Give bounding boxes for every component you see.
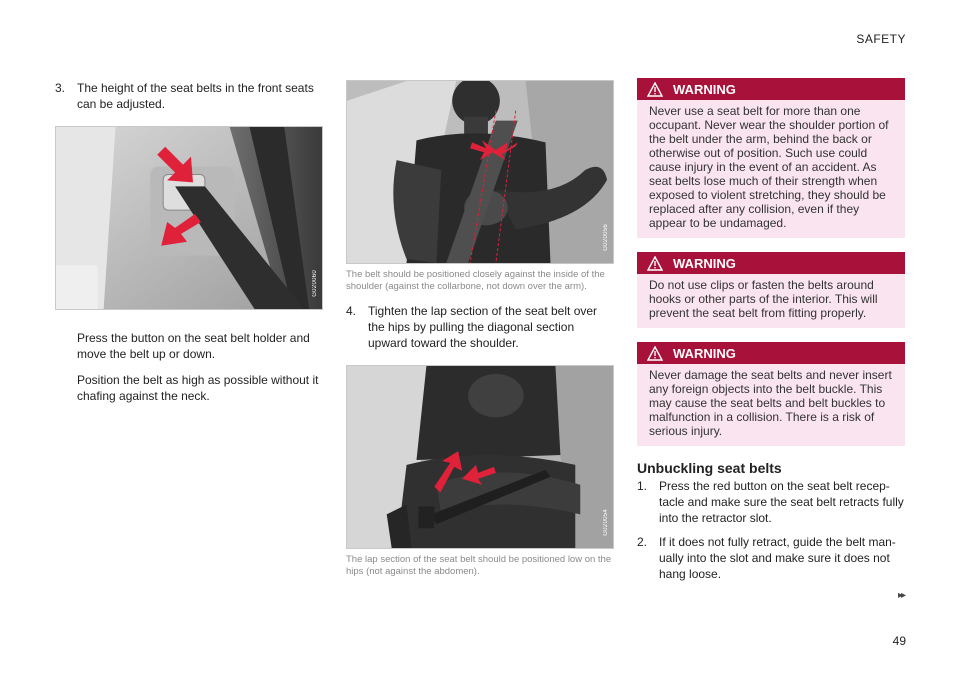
- instruction-paragraph: Position the belt as high as possible without it chafing against the neck.: [77, 373, 319, 403]
- step-number: 1.: [637, 479, 648, 493]
- step-text: If it does not fully retract, guide the belt man-ually into the slot and make sure it does not hang loose.: [659, 535, 896, 581]
- instruction-paragraph: Press the button on the seat belt holder and move the belt up or down.: [77, 331, 310, 361]
- page-number: 49: [892, 634, 906, 648]
- warning-header: [637, 78, 905, 100]
- figure-caption: The belt should be positioned closely against the inside of the shoulder (against the collarbone, not down over the arm).: [346, 269, 605, 292]
- column-left: [55, 80, 323, 404]
- section-header: SAFETY: [856, 32, 906, 46]
- warning-text: Do not use clips or fasten the belts around hooks or other parts of the interior. This will prevent the seat belt from fitting properly.: [649, 278, 878, 320]
- warning-text: Never damage the seat belts and never insert any foreign objects into the belt buckle. This may cause the seat belts and belt buckles to malfunction in a collision. There is a risk of serious injury.: [649, 368, 892, 438]
- warning-title: WARNING: [673, 345, 736, 361]
- column-right: [637, 78, 905, 582]
- warning-triangle-icon: [647, 346, 663, 361]
- step-text: Tighten the lap section of the seat belt over the hips by pulling the diagonal section upward toward the shoulder.: [368, 304, 598, 350]
- section-title: Unbuckling seat belts: [637, 460, 782, 476]
- step-number: 3.: [55, 81, 66, 95]
- column-middle: [346, 80, 614, 578]
- step-4: [346, 303, 614, 351]
- shoulder-belt-illustration: [346, 80, 614, 264]
- warning-box: [637, 78, 905, 238]
- step-text: Press the red button on the seat belt recep-tacle and make sure the seat belt retracts fully into the retractor slot.: [659, 479, 904, 525]
- warning-box: [637, 252, 905, 328]
- lap-belt-illustration: [346, 365, 614, 549]
- warning-triangle-icon: [647, 82, 663, 97]
- warning-header: [637, 252, 905, 274]
- unbuckle-step-1: [637, 478, 905, 526]
- step-text: The height of the seat belts in the front seats can be adjusted.: [77, 81, 314, 111]
- continue-arrows-icon: ▸▸: [897, 590, 904, 601]
- belt-holder-drawing: [56, 127, 322, 309]
- step-number: 4.: [346, 304, 357, 318]
- figure-caption: The lap section of the seat belt should be positioned low on the hips (not against the abdomen).: [346, 554, 612, 577]
- warning-title: WARNING: [673, 255, 736, 271]
- warning-triangle-icon: [647, 256, 663, 271]
- warning-header: [637, 342, 905, 364]
- warning-title: WARNING: [673, 81, 736, 97]
- lap-belt-drawing: [347, 366, 613, 548]
- shoulder-belt-drawing: [347, 81, 613, 263]
- warning-text: Never use a seat belt for more than one occupant. Never wear the shoulder portion of the belt under the arm, behind the back or otherwise out of position. Such use could cause injury in the event of an accident. As seat belts lose much of their strength when exposed to violent stretching, they should be replaced after any collision, even if they appear to be undamaged.: [649, 104, 889, 230]
- step-number: 2.: [637, 535, 648, 549]
- belt-holder-illustration: [55, 126, 323, 310]
- figure-code: G020060: [312, 270, 318, 297]
- step-3: [55, 80, 323, 112]
- figure-code: G020056: [603, 224, 609, 251]
- unbuckle-step-2: [637, 534, 905, 582]
- warning-box: [637, 342, 905, 446]
- figure-code: G020054: [603, 509, 609, 536]
